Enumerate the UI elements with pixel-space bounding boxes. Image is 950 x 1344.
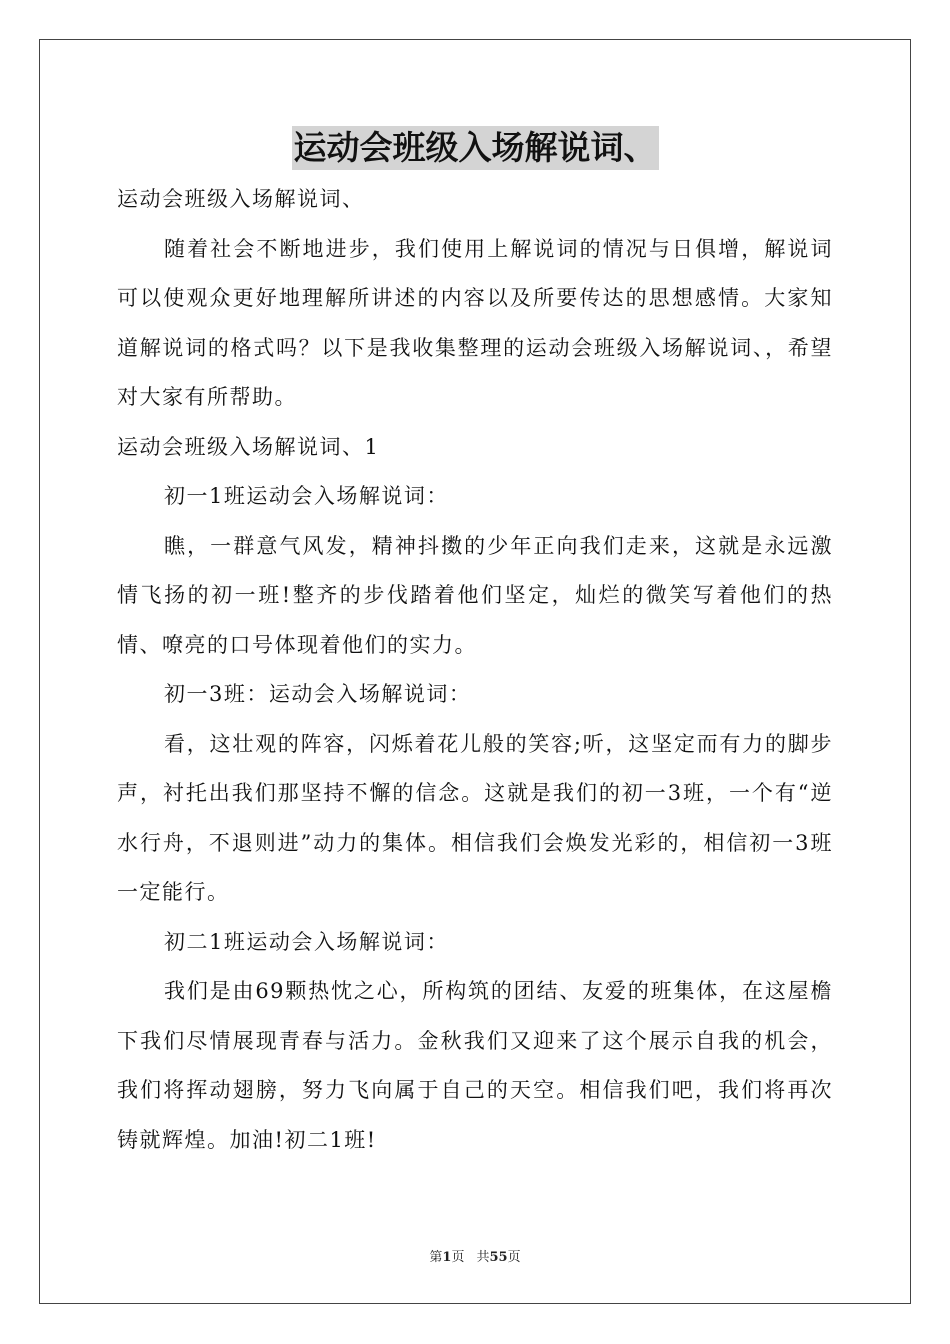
title-container [0,126,950,170]
total-unit: 页 [507,1250,521,1265]
paragraph: 随着社会不断地进步，我们使用上解说词的情况与日俱增，解说词可以使观众更好地理解所讲述的内容以及所要传达的思想感情。大家知道解说词的格式吗？以下是我收集整理的运动会班级入场解说词、，希望对大家有所帮助。 [117,236,833,409]
paragraph: 瞧，一群意气风发，精神抖擞的少年正向我们走来，这就是永远激情飞扬的初一班!整齐的步伐踏着他们坚定，灿烂的微笑写着他们的热情、嘹亮的口号体现着他们的实力。 [117,533,833,657]
paragraph: 运动会班级入场解说词、1 [117,434,380,459]
paragraph: 初一3班：运动会入场解说词： [164,682,472,706]
total-prefix: 共 [476,1250,490,1265]
paragraph: 我们是由69颗热忱之心，所构筑的团结、友爱的班集体，在这屋檐下我们尽情展现青春与活力。金秋我们又迎来了这个展示自我的机会，我们将挥动翅膀，努力飞向属于自己的天空。相信我们吧，我们将再次铸就辉煌。加油!初二1班! [117,979,833,1152]
total-pages-number: 55 [489,1250,508,1265]
page-footer [0,1246,950,1265]
page-unit: 页 [451,1250,465,1265]
current-page-number: 1 [442,1250,452,1265]
paragraph: 运动会班级入场解说词、 [117,187,365,211]
document-body [117,175,833,1165]
paragraph: 初二1班运动会入场解说词： [164,929,449,954]
page-prefix: 第 [429,1250,443,1265]
paragraph: 看，这壮观的阵容，闪烁着花儿般的笑容;听，这坚定而有力的脚步声，衬托出我们那坚持不懈的信念。这就是我们的初一3班，一个有“逆水行舟，不退则进”动力的集体。相信我们会焕发光彩的，相信初一3班一定能行。 [117,731,833,904]
document-title: 运动会班级入场解说词、 [292,126,659,170]
paragraph: 初一1班运动会入场解说词： [164,484,449,508]
